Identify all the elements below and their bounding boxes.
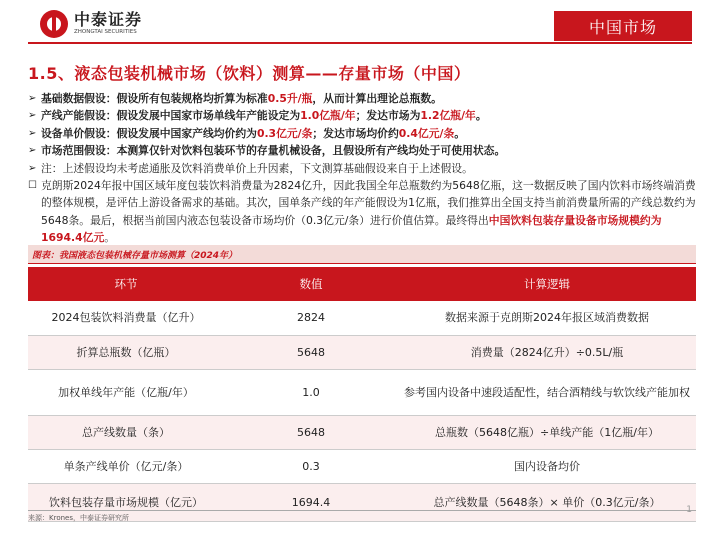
cell-value: 0.3 <box>224 449 398 483</box>
figure-caption-bar <box>28 245 696 264</box>
highlighted-value: 0.4亿元/条 <box>398 126 455 140</box>
text-segment: 假设所有包装规格均折算为标准 <box>116 92 268 105</box>
assumption-list <box>28 90 696 247</box>
header-cell-segment: 环节 <box>28 267 224 301</box>
cell-value: 1694.4 <box>224 483 398 521</box>
cell-logic: 数据来源于克朗斯2024年报区域消费数据 <box>398 301 696 335</box>
arrow-bullet-icon: ➢ <box>28 145 37 157</box>
text-segment: 。 <box>475 109 487 123</box>
text-segment: 假设发展中国家市场单线年产能设定为 <box>116 109 301 123</box>
cell-value: 5648 <box>224 415 398 449</box>
company-logo <box>40 10 142 38</box>
assumption-text <box>41 107 696 124</box>
assumption-item <box>28 125 696 142</box>
cell-segment: 2024包装饮料消费量（亿升） <box>28 301 224 335</box>
cell-value: 1.0 <box>224 369 398 415</box>
assumption-text <box>41 125 696 142</box>
text-segment: ；发达市场均价约 <box>312 126 399 140</box>
cell-segment: 折算总瓶数（亿瓶） <box>28 335 224 369</box>
highlighted-value: 0.5升/瓶 <box>267 92 313 105</box>
cell-segment: 总产线数量（条） <box>28 415 224 449</box>
cell-logic: 消费量（2824亿升）÷0.5L/瓶 <box>398 335 696 369</box>
table-row <box>28 301 696 335</box>
cell-segment: 单条产线单价（亿元/条） <box>28 449 224 483</box>
text-segment: 。 <box>454 126 466 140</box>
market-estimate-table <box>28 267 696 522</box>
logo-name-cn: 中泰证券 <box>74 10 143 30</box>
text-segment: 假设发展中国家产线均价约为 <box>116 126 257 140</box>
assumption-item <box>28 177 696 247</box>
table-row <box>28 415 696 449</box>
table-row <box>28 335 696 369</box>
assumption-item <box>28 142 696 159</box>
section-badge: 中国市场 <box>554 11 692 41</box>
arrow-bullet-icon: ➢ <box>28 110 37 122</box>
text-segment: 市场范围假设： <box>41 144 117 158</box>
figure-caption: 图表：我国液态包装机械存量市场测算（2024年） <box>32 250 238 261</box>
table-header-row <box>28 267 696 301</box>
text-segment: 克朗斯2024年报中国区域年度包装饮料消费量为2824亿升，因此我国全年总瓶数约为5648亿瓶，这一数据反映了国内饮料市场终端消费的整体规模，是评估上游设备需求的基础。其次，国单条产线的年产能假设为1亿瓶，我们推算出全国支持当前消费量所需的产线总数约为5648条。最后，根据当前国内液态包装设备市场均价（0.3亿元/条）进行价值估算。最终得出 <box>41 179 696 227</box>
table-row <box>28 449 696 483</box>
assumption-item <box>28 107 696 124</box>
header-divider <box>28 42 692 44</box>
cell-logic: 参考国内设备中速段适配性，结合酒精线与软饮线产能加权 <box>398 369 696 415</box>
text-segment: ，从而计算出理论总瓶数。 <box>312 92 442 105</box>
arrow-bullet-icon: ➢ <box>28 162 37 174</box>
logo-mark-icon <box>40 10 68 38</box>
highlighted-value: 0.3亿元/条 <box>256 126 313 140</box>
header-cell-value: 数值 <box>224 267 398 301</box>
assumption-text <box>41 160 696 177</box>
cell-logic: 国内设备均价 <box>398 449 696 483</box>
highlighted-value: 1.2亿瓶/年 <box>420 109 476 123</box>
square-bullet-icon: ☐ <box>28 180 37 192</box>
footer-divider <box>28 510 696 511</box>
assumption-item <box>28 90 696 107</box>
text-segment: 设备单价假设： <box>41 126 117 140</box>
arrow-bullet-icon: ➢ <box>28 127 37 139</box>
header-cell-logic: 计算逻辑 <box>398 267 696 301</box>
text-segment: ；发达市场为 <box>355 109 421 123</box>
text-segment: 产线产能假设： <box>41 109 117 123</box>
text-segment: 本测算仅针对饮料包装环节的存量机械设备，且假设所有产线均处于可使用状态。 <box>116 144 506 158</box>
text-segment: 注：上述假设均未考虑通胀及饮料消费单价上升因素，下文测算基础假设来自于上述假设。 <box>41 161 473 175</box>
assumption-item <box>28 160 696 177</box>
cell-segment: 加权单线年产能（亿瓶/年） <box>28 369 224 415</box>
cell-value: 5648 <box>224 335 398 369</box>
page-title: 1.5、液态包装机械市场（饮料）测算——存量市场（中国） <box>28 64 471 83</box>
arrow-bullet-icon: ➢ <box>28 93 37 104</box>
highlighted-value: 中国饮料包装存量设备市场规模约为1694.4亿元 <box>41 213 662 245</box>
assumption-text <box>41 177 696 247</box>
highlighted-value: 1.0亿瓶/年 <box>300 109 356 123</box>
assumption-text <box>41 90 696 107</box>
table-row <box>28 369 696 415</box>
cell-value: 2824 <box>224 301 398 335</box>
page-number: 1 <box>686 505 692 515</box>
source-note: 来源：Krones，中泰证券研究所 <box>28 514 129 522</box>
cell-segment: 饮料包装存量市场规模（亿元） <box>28 483 224 521</box>
assumption-text <box>41 142 696 159</box>
text-segment: 。 <box>104 231 116 245</box>
text-segment: 基础数据假设： <box>41 92 117 105</box>
cell-logic: 总瓶数（5648亿瓶）÷单线产能（1亿瓶/年） <box>398 415 696 449</box>
logo-name-en: ZHONGTAI SECURITIES <box>74 29 137 36</box>
cell-logic: 总产线数量（5648条）× 单价（0.3亿元/条） <box>398 483 696 521</box>
